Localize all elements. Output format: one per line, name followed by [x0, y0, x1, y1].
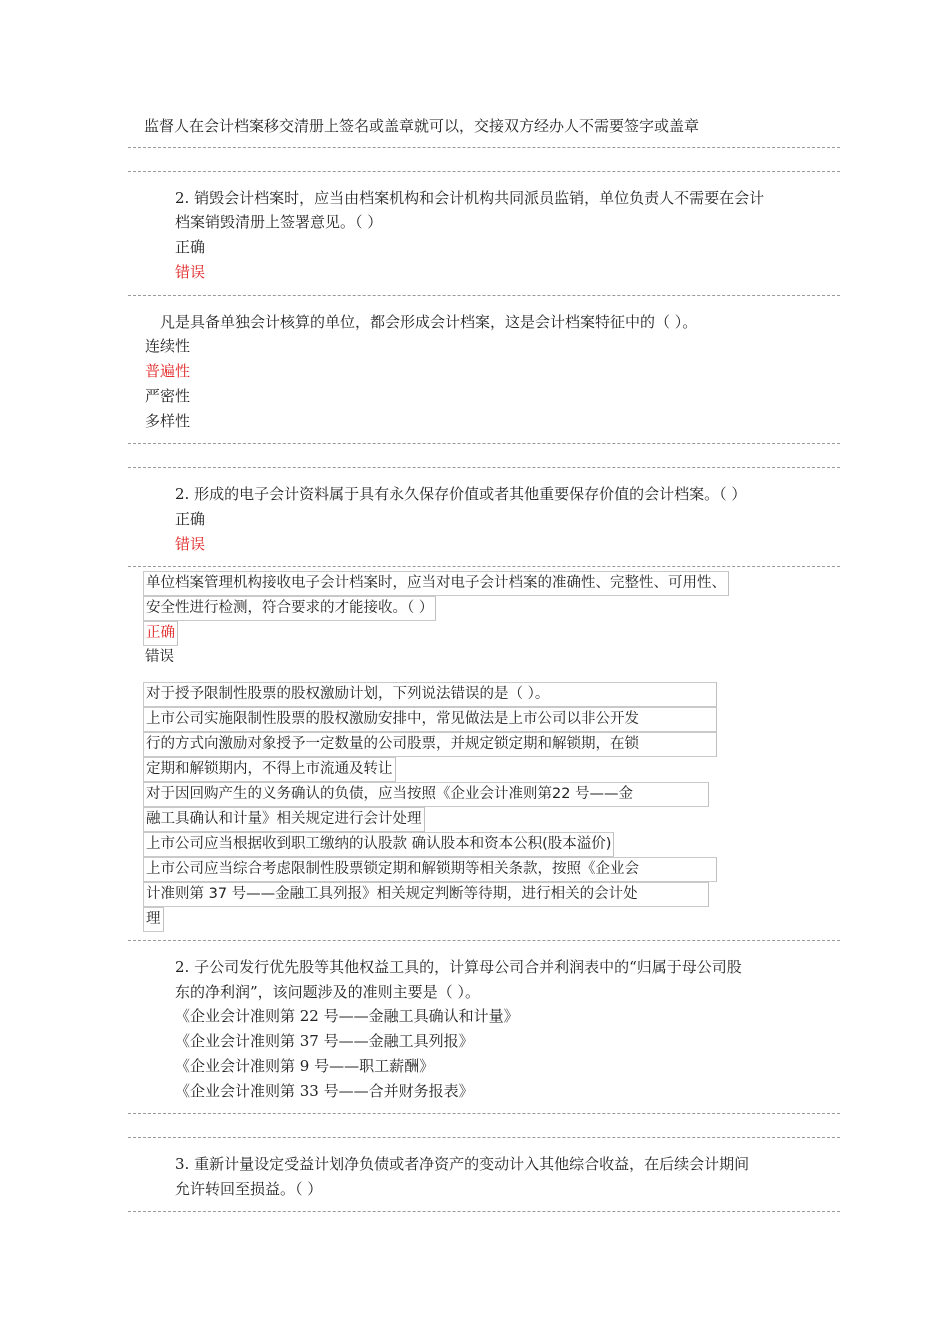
question-stem: 凡是具备单独会计核算的单位，都会形成会计档案，这是会计档案特征中的（ ）。	[160, 313, 698, 331]
question-stem: 单位档案管理机构接收电子会计档案时，应当对电子会计档案的准确性、完整性、可用性、	[143, 571, 729, 596]
question-stem: 2. 子公司发行优先股等其他权益工具的，计算母公司合并利润表中的“归属于母公司股	[175, 958, 742, 976]
separator	[128, 1211, 840, 1212]
option[interactable]: 《企业会计准则第 9 号——职工薪酬》	[175, 1057, 435, 1075]
option-selected[interactable]: 普遍性	[145, 362, 191, 380]
question-stem: 对于授予限制性股票的股权激励计划，下列说法错误的是（ ）。	[143, 682, 717, 707]
separator	[128, 295, 840, 296]
separator	[128, 171, 840, 172]
option-true-selected[interactable]: 正确	[143, 621, 178, 646]
separator	[128, 467, 840, 468]
option-b[interactable]: 对于因回购产生的义务确认的负债，应当按照《企业会计准则第22 号——金	[143, 782, 709, 807]
option[interactable]: 《企业会计准则第 37 号——金融工具列报》	[175, 1032, 474, 1050]
question-stem: 允许转回至损益。（ ）	[175, 1180, 323, 1198]
option-false-selected[interactable]: 错误	[175, 263, 206, 281]
option-a[interactable]: 上市公司实施限制性股票的股权激励安排中，常见做法是上市公司以非公开发	[143, 707, 717, 732]
option[interactable]: 连续性	[145, 337, 191, 355]
option-c[interactable]: 上市公司应当根据收到职工缴纳的认股款 确认股本和资本公积(股本溢价)	[143, 832, 614, 857]
question-stem: 安全性进行检测，符合要求的才能接收。（ ）	[143, 596, 436, 621]
separator	[128, 1137, 840, 1138]
option-d[interactable]: 理	[143, 907, 164, 932]
question-stem: 3. 重新计量设定受益计划净负债或者净资产的变动计入其他综合收益，在后续会计期间	[175, 1155, 750, 1173]
option-b[interactable]: 融工具确认和计量》相关规定进行会计处理	[143, 807, 425, 832]
statement-text: 监督人在会计档案移交清册上签名或盖章就可以，交接双方经办人不需要签字或盖章	[144, 117, 700, 135]
option-false[interactable]: 错误	[145, 649, 174, 665]
separator	[128, 443, 840, 444]
question-stem: 2. 销毁会计档案时，应当由档案机构和会计机构共同派员监销，单位负责人不需要在会计	[175, 189, 765, 207]
separator	[128, 566, 840, 567]
option-d[interactable]: 上市公司应当综合考虑限制性股票锁定期和解锁期等相关条款，按照《企业会	[143, 857, 717, 882]
question-stem: 2. 形成的电子会计资料属于具有永久保存价值或者其他重要保存价值的会计档案。（ ）	[175, 485, 747, 503]
option-d[interactable]: 计准则第 37 号——金融工具列报》相关规定判断等待期，进行相关的会计处	[143, 882, 709, 907]
separator	[128, 940, 840, 941]
separator	[128, 1113, 840, 1114]
question-stem: 东的净利润”，该问题涉及的准则主要是（ ）。	[175, 983, 480, 1001]
option-true[interactable]: 正确	[175, 238, 206, 256]
option[interactable]: 《企业会计准则第 33 号——合并财务报表》	[175, 1082, 474, 1100]
option[interactable]: 多样性	[145, 412, 191, 430]
option[interactable]: 《企业会计准则第 22 号——金融工具确认和计量》	[175, 1007, 519, 1025]
separator	[128, 147, 840, 148]
option-a[interactable]: 行的方式向激励对象授予一定数量的公司股票，并规定锁定期和解锁期，在锁	[143, 732, 717, 757]
option[interactable]: 严密性	[145, 387, 191, 405]
option-false-selected[interactable]: 错误	[175, 535, 206, 553]
option-a[interactable]: 定期和解锁期内，不得上市流通及转让	[143, 757, 396, 782]
question-stem: 档案销毁清册上签署意见。（ ）	[175, 213, 383, 231]
option-true[interactable]: 正确	[175, 510, 206, 528]
